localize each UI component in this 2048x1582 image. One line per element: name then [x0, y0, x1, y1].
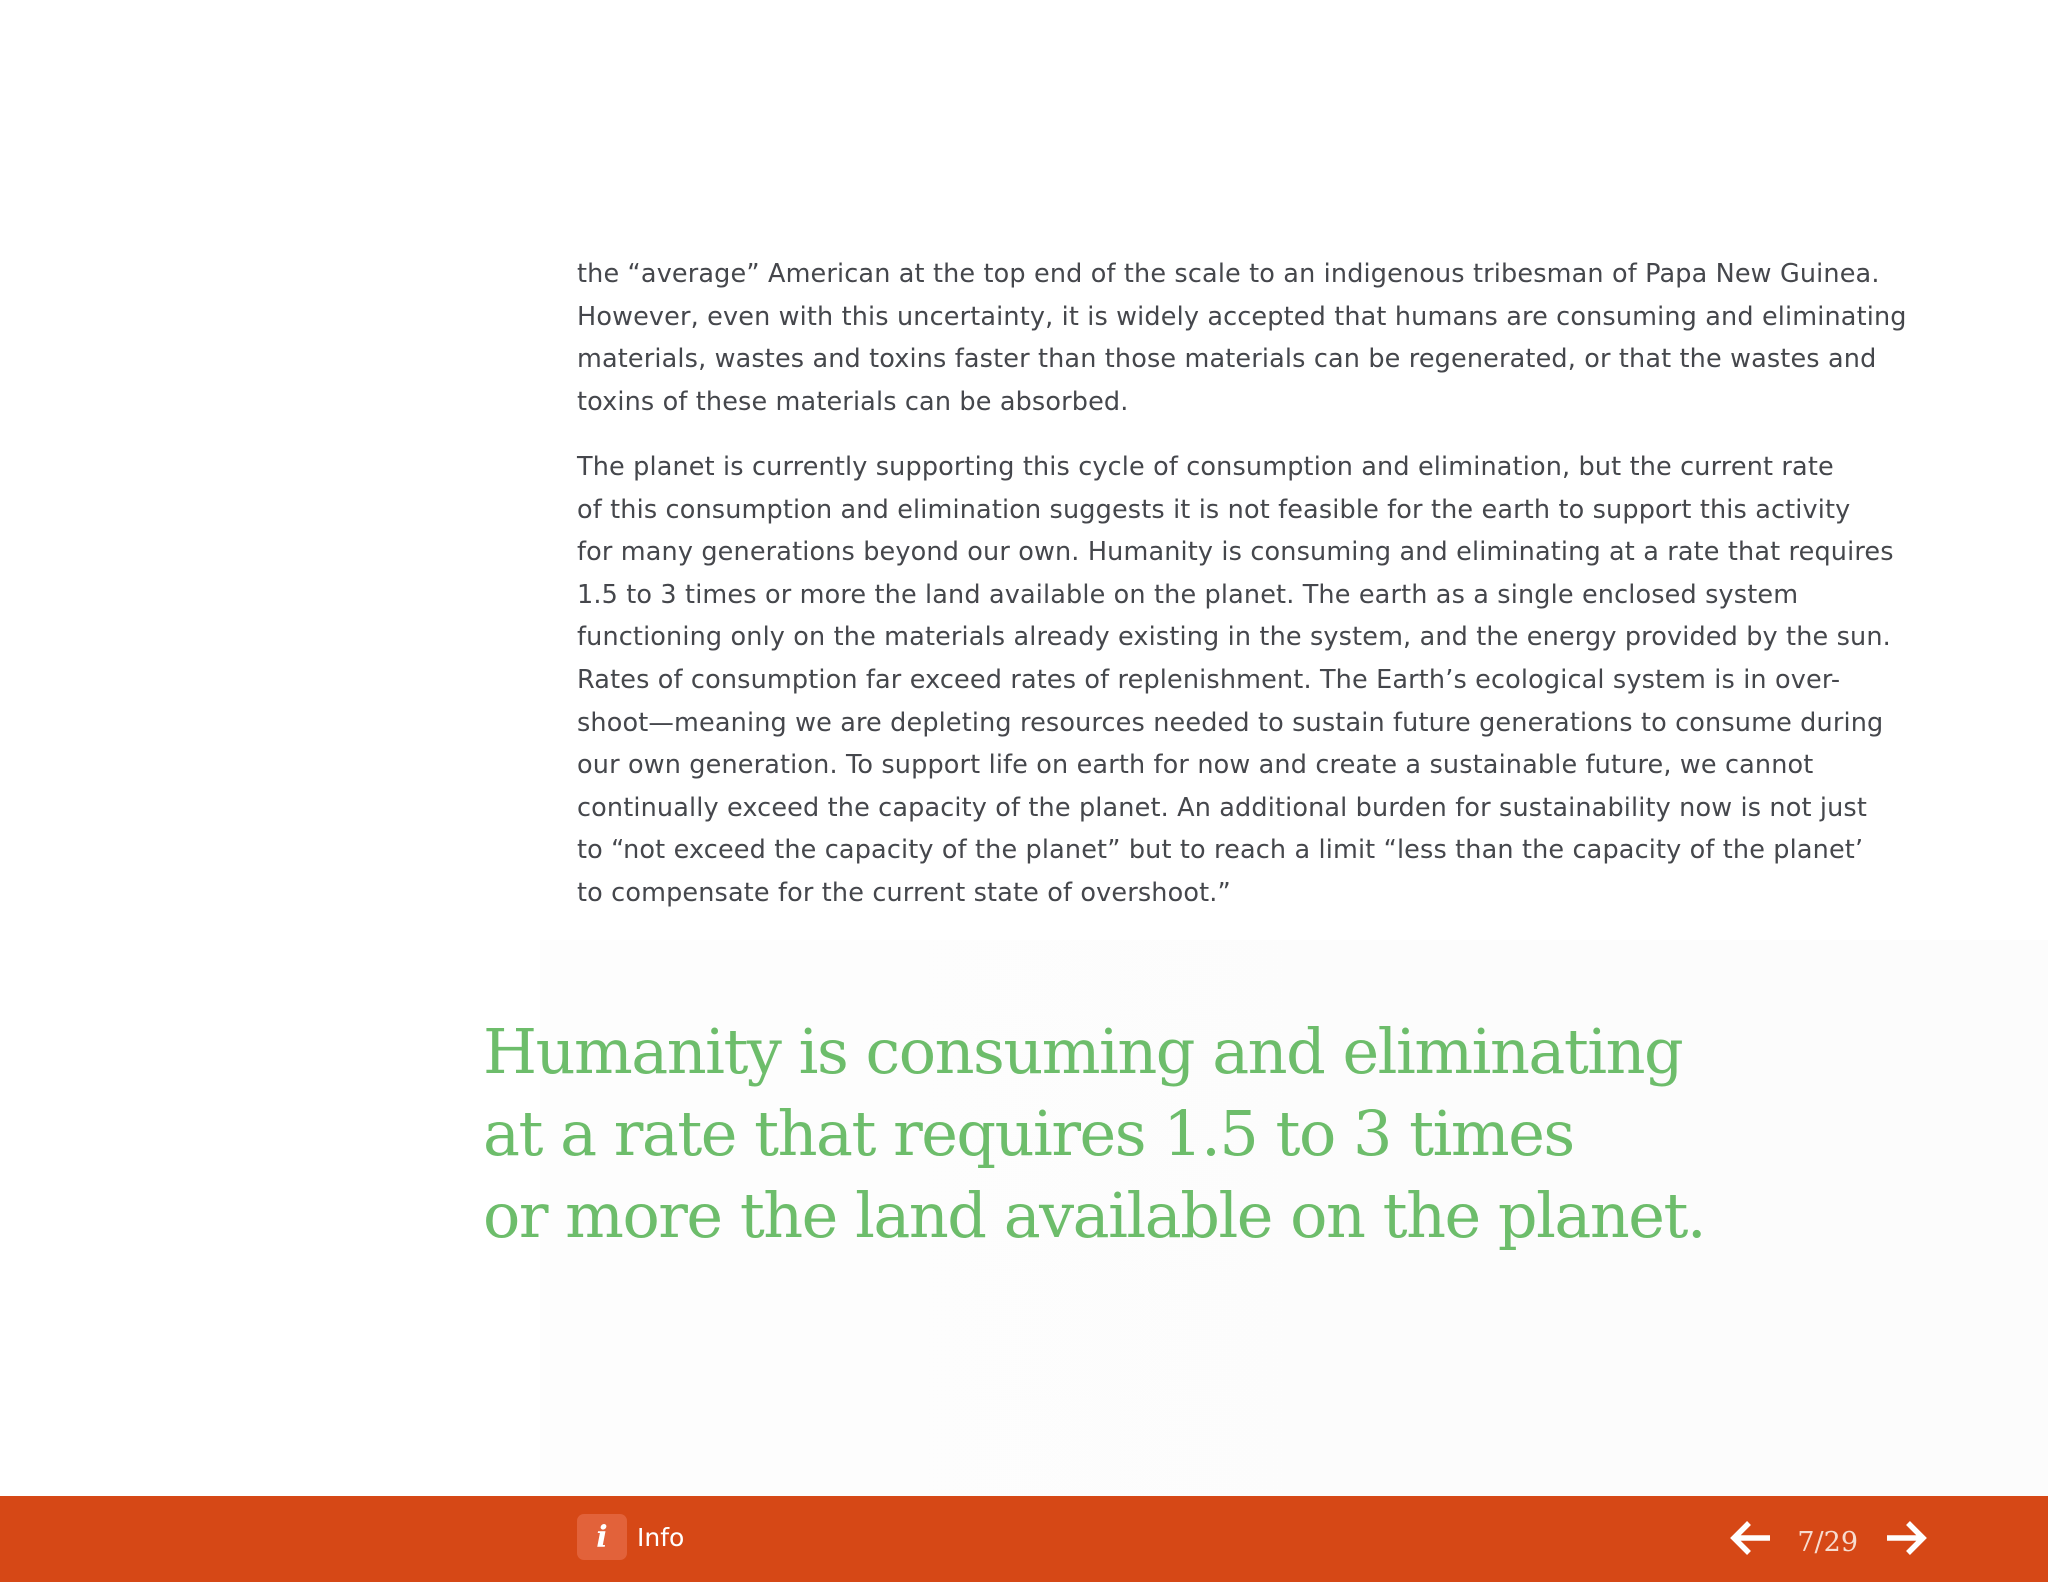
pull-quote-line: or more the land available on the planet.	[483, 1179, 1706, 1252]
text-line: to “not exceed the capacity of the planet” but to reach a limit “less than the capacity of the planet’	[577, 835, 1864, 866]
text-line: materials, wastes and toxins faster than those materials can be regenerated, or that the wastes and	[577, 344, 1877, 375]
arrow-left-icon[interactable]	[1729, 1516, 1773, 1560]
info-icon[interactable]: i	[577, 1514, 627, 1560]
text-line: Rates of consumption far exceed rates of replenishment. The Earth’s ecological system is in over-	[577, 664, 1841, 695]
text-line: for many generations beyond our own. Humanity is consuming and eliminating at a rate that requires	[577, 537, 1894, 568]
text-line: continually exceed the capacity of the planet. An additional burden for sustainability now is not just	[577, 792, 1867, 823]
pull-quote	[483, 1011, 1783, 1257]
body-paragraph-1	[577, 253, 1907, 423]
text-line: However, even with this uncertainty, it is widely accepted that humans are consuming and eliminating	[577, 301, 1907, 332]
text-line: The planet is currently supporting this cycle of consumption and elimination, but the current rate	[577, 452, 1834, 482]
pull-quote-line: at a rate that requires 1.5 to 3 times	[483, 1097, 1574, 1170]
body-paragraph-2	[577, 446, 1897, 915]
info-label[interactable]: Info	[637, 1522, 685, 1552]
pull-quote-line: Humanity is consuming and eliminating	[483, 1015, 1683, 1088]
arrow-right-icon[interactable]	[1884, 1516, 1928, 1560]
text-line: to compensate for the current state of overshoot.”	[577, 877, 1231, 908]
text-line: of this consumption and elimination suggests it is not feasible for the earth to support this activity	[577, 494, 1851, 525]
text-line: the “average” American at the top end of the scale to an indigenous tribesman of Papa New Guinea.	[577, 259, 1880, 289]
text-line: shoot—meaning we are depleting resources needed to sustain future generations to consume during	[577, 707, 1884, 738]
footer-toolbar	[0, 1496, 2048, 1582]
text-line: 1.5 to 3 times or more the land available on the planet. The earth as a single enclosed system	[577, 579, 1799, 610]
page-navigation	[1729, 1510, 1928, 1566]
text-line: our own generation. To support life on earth for now and create a sustainable future, we cannot	[577, 750, 1814, 781]
text-line: functioning only on the materials already existing in the system, and the energy provided by the sun.	[577, 622, 1891, 653]
page-counter: 7/29	[1797, 1526, 1858, 1558]
info-button[interactable]	[577, 1513, 684, 1561]
text-line: toxins of these materials can be absorbed.	[577, 386, 1129, 417]
